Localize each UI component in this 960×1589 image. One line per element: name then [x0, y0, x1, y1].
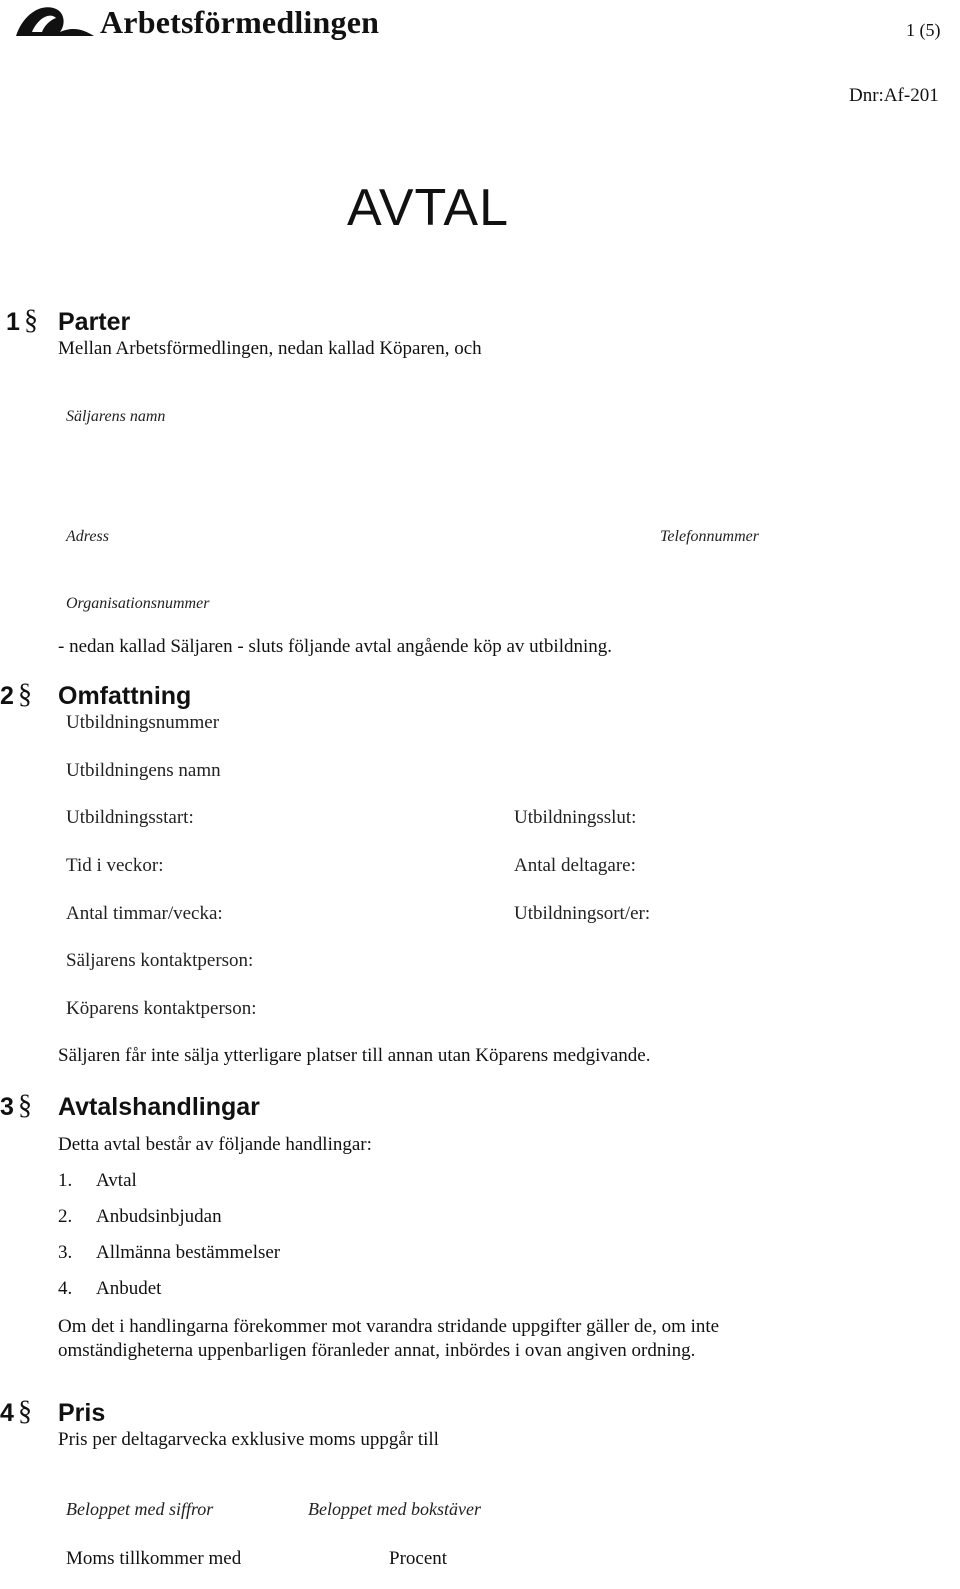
section-intro: Mellan Arbetsförmedlingen, nedan kallad Köparen, och: [58, 338, 482, 359]
section-intro: Pris per deltagarvecka exklusive moms uppgår till: [58, 1429, 439, 1450]
list-item: Avtal: [96, 1170, 137, 1191]
section-number: 1: [6, 308, 20, 336]
section-title: Avtalshandlingar: [58, 1093, 260, 1121]
section-title: Parter: [58, 308, 131, 336]
education-number-field: Utbildningsnummer: [66, 712, 220, 733]
weeks-field: Tid i veckor:: [66, 855, 164, 876]
education-end-field: Utbildningsslut:: [514, 807, 637, 828]
list-item-number: 3.: [58, 1242, 73, 1263]
list-item: Allmänna bestämmelser: [96, 1242, 281, 1263]
participants-field: Antal deltagare:: [514, 855, 636, 876]
paragraph-line: Om det i handlingarna förekommer mot varandra stridande uppgifter gäller de, om inte: [58, 1316, 720, 1337]
address-label: Adress: [66, 528, 109, 545]
education-start-field: Utbildningsstart:: [66, 807, 194, 828]
paragraph-line: omständigheterna uppenbarligen föranleder annat, inbördes i ovan angiven ordning.: [58, 1340, 696, 1361]
vat-label: Moms tillkommer med: [66, 1548, 242, 1569]
section-symbol: §: [18, 679, 32, 710]
list-item: Anbudet: [96, 1278, 162, 1299]
section-number: 2: [0, 682, 14, 710]
section-symbol: §: [24, 305, 38, 336]
locations-field: Utbildningsort/er:: [514, 903, 651, 924]
arbetsformedlingen-logo-icon: [14, 2, 96, 38]
section-symbol: §: [18, 1090, 32, 1121]
section-outro: - nedan kallad Säljaren - sluts följande avtal angående köp av utbildning.: [58, 636, 612, 657]
percent-label: Procent: [389, 1548, 448, 1569]
section-intro: Detta avtal består av följande handlingar:: [58, 1134, 372, 1155]
section-title: Omfattning: [58, 682, 192, 710]
section-number: 4: [0, 1399, 14, 1427]
seller-name-label: Säljarens namn: [66, 408, 166, 425]
section-symbol: §: [18, 1396, 32, 1427]
document-title: AVTAL: [347, 179, 510, 237]
list-item-number: 1.: [58, 1170, 73, 1191]
phone-label: Telefonnummer: [660, 528, 759, 545]
brand-name: Arbetsförmedlingen: [100, 4, 380, 40]
amount-digits-label: Beloppet med siffror: [66, 1499, 214, 1519]
list-item: Anbudsinbjudan: [96, 1206, 222, 1227]
buyer-contact-field: Köparens kontaktperson:: [66, 998, 257, 1019]
hours-per-week-field: Antal timmar/vecka:: [66, 903, 223, 924]
list-item-number: 2.: [58, 1206, 73, 1227]
page-indicator: 1 (5): [906, 20, 941, 40]
dnr-number: Dnr:Af-201: [849, 85, 939, 106]
list-item-number: 4.: [58, 1278, 73, 1299]
seller-contact-field: Säljarens kontaktperson:: [66, 950, 254, 971]
org-number-label: Organisationsnummer: [66, 595, 210, 612]
section-note: Säljaren får inte sälja ytterligare platser till annan utan Köparens medgivande.: [58, 1045, 651, 1066]
amount-words-label: Beloppet med bokstäver: [308, 1499, 481, 1519]
section-title: Pris: [58, 1399, 106, 1427]
section-number: 3: [0, 1093, 14, 1121]
education-name-field: Utbildningens namn: [66, 760, 221, 781]
